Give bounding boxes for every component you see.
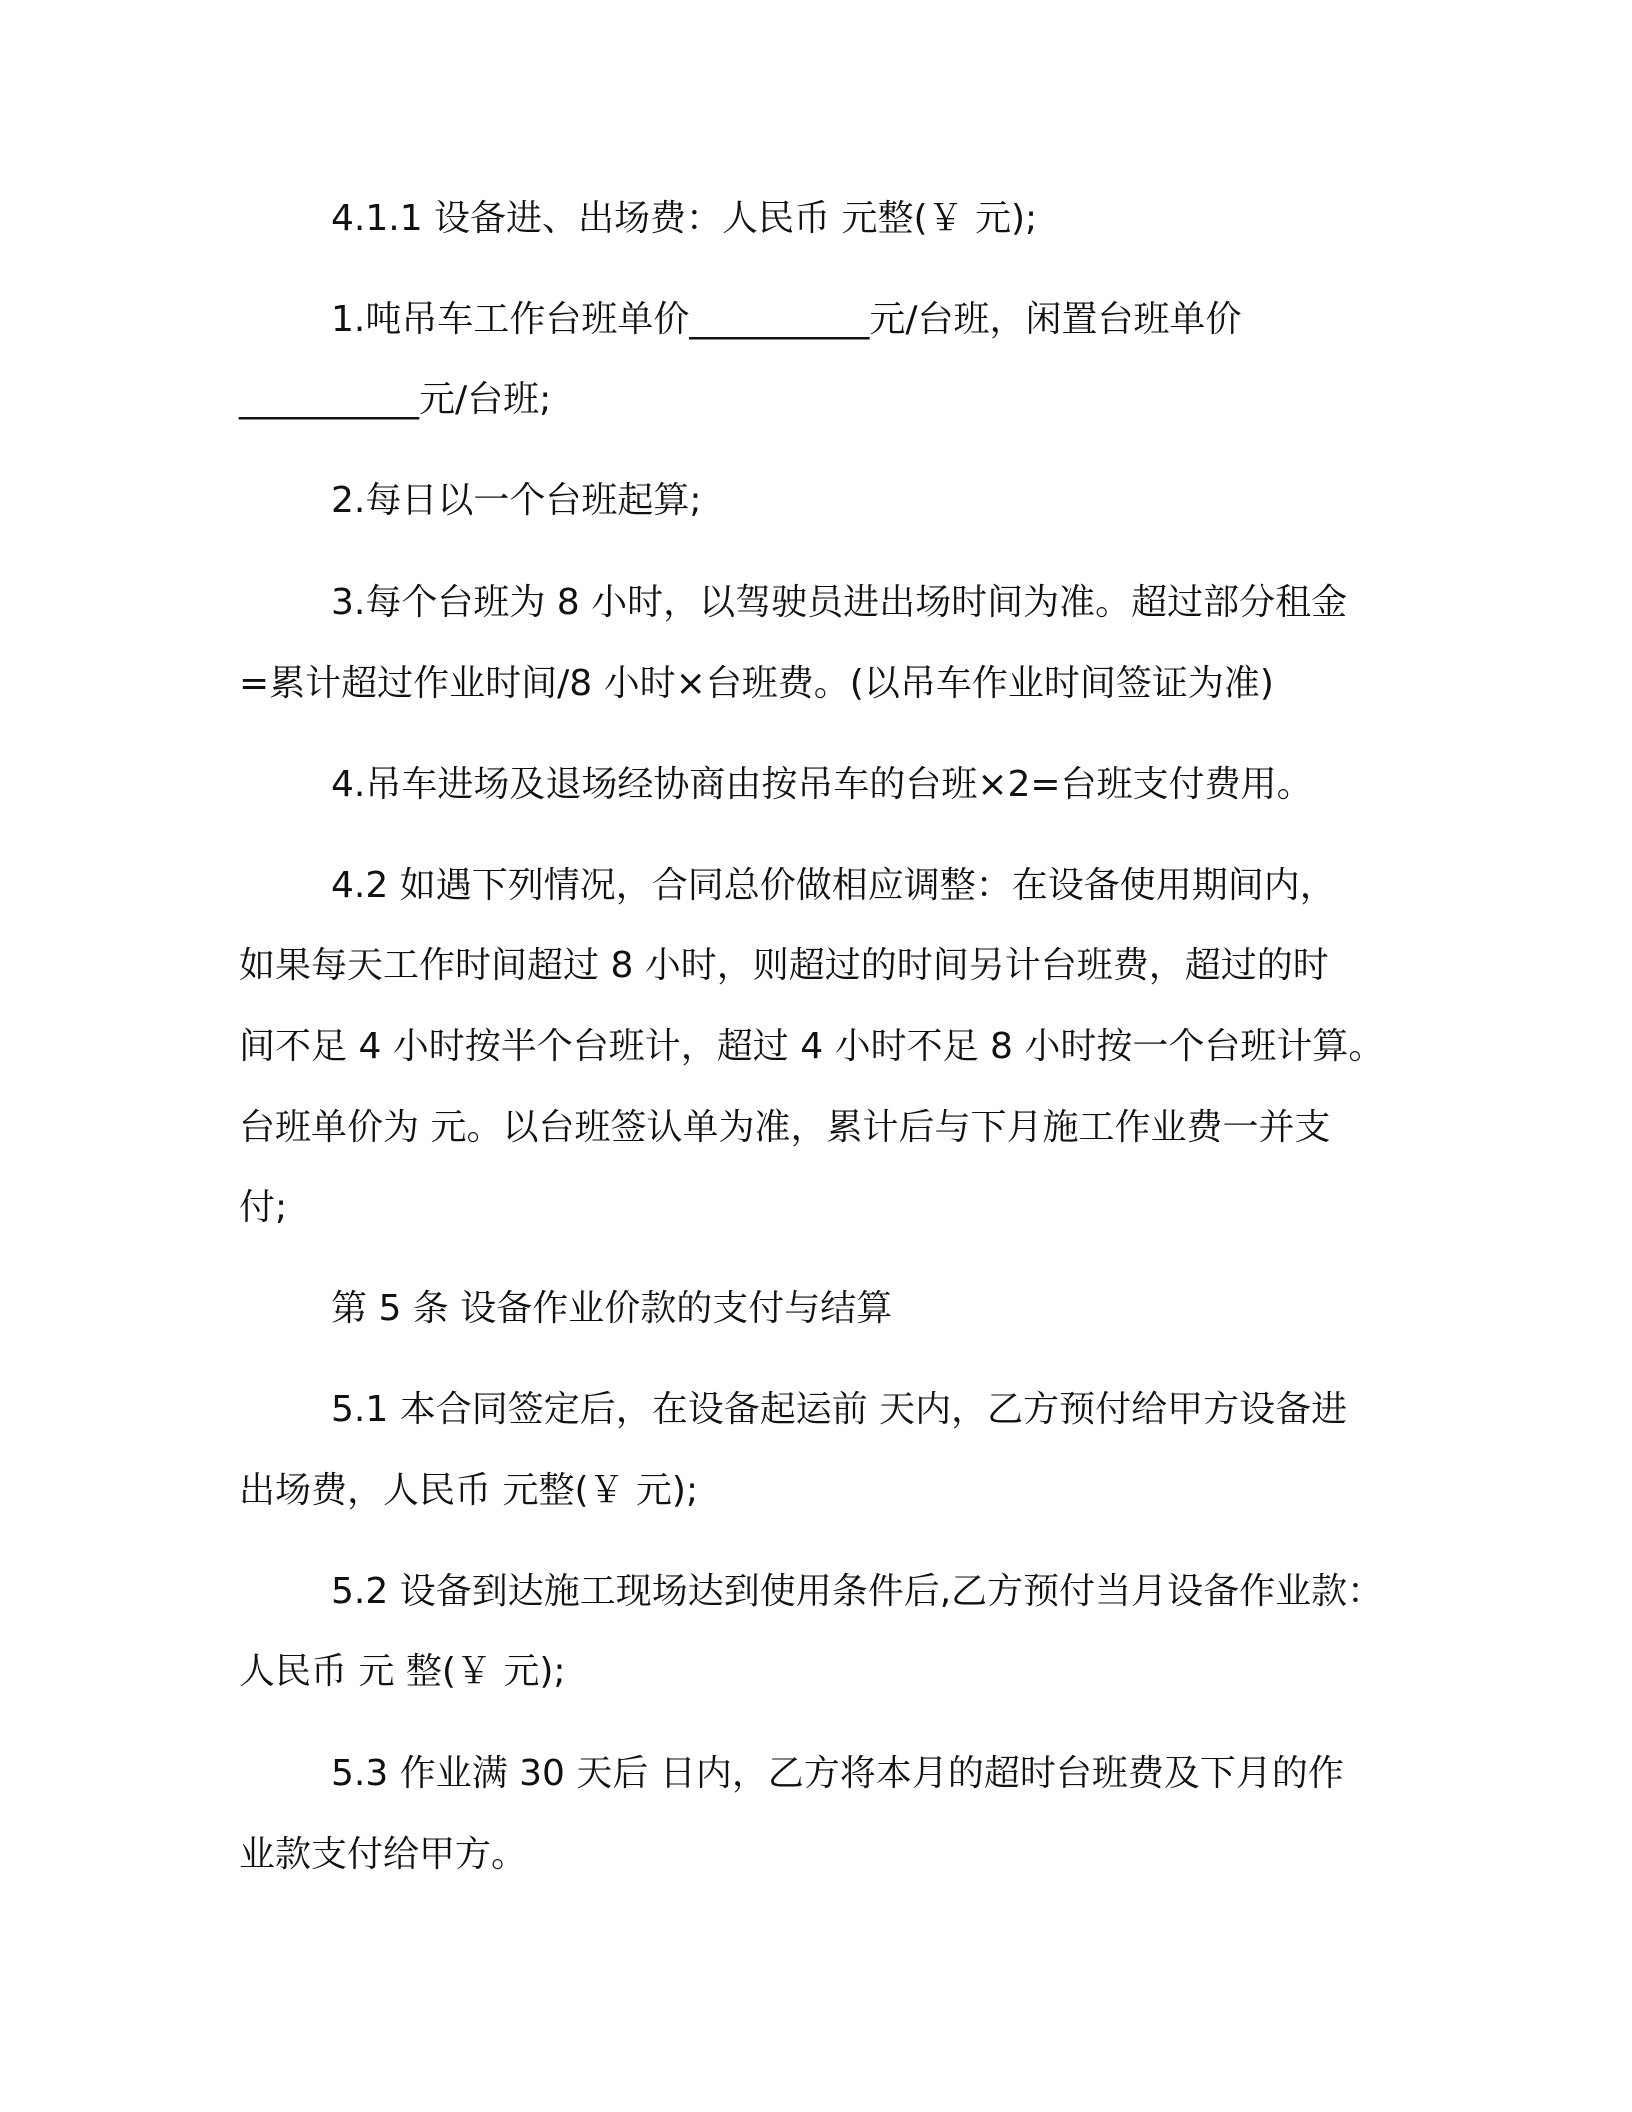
item-4: 4.吊车进场及退场经协商由按吊车的台班×2=台班支付费用。 xyxy=(331,764,1313,805)
section-5-heading: 第 5 条 设备作业价款的支付与结算 xyxy=(331,1288,893,1329)
clause-5-2-line-1: 5.2 设备到达施工现场达到使用条件后,乙方预付当月设备作业款： xyxy=(331,1571,1384,1612)
item-3-line-1: 3.每个台班为 8 小时，以驾驶员进出场时间为准。超过部分租金 xyxy=(331,582,1348,623)
clause-4-1-1: 4.1.1 设备进、出场费：人民币 元整(￥ 元); xyxy=(331,198,1038,239)
item-1-line-2: __________元/台班; xyxy=(239,379,552,420)
clause-4-2-line-1: 4.2 如遇下列情况，合同总价做相应调整：在设备使用期间内， xyxy=(331,865,1336,906)
clause-5-3-line-1: 5.3 作业满 30 天后 日内，乙方将本月的超时台班费及下月的作 xyxy=(331,1753,1344,1794)
clause-4-2-line-5: 付; xyxy=(239,1187,288,1228)
clause-4-2-line-3: 间不足 4 小时按半个台班计，超过 4 小时不足 8 小时按一个台班计算。 xyxy=(239,1026,1385,1067)
clause-4-2-line-4: 台班单价为 元。以台班签认单为准，累计后与下月施工作业费一并支 xyxy=(239,1107,1331,1148)
item-2: 2.每日以一个台班起算; xyxy=(331,480,702,521)
clause-5-1-line-1: 5.1 本合同签定后，在设备起运前 天内，乙方预付给甲方设备进 xyxy=(331,1389,1348,1430)
item-1-line-1: 1.吨吊车工作台班单价__________元/台班，闲置台班单价 xyxy=(331,299,1242,340)
clause-5-1-line-2: 出场费，人民币 元整(￥ 元); xyxy=(239,1470,699,1511)
clause-5-3-line-2: 业款支付给甲方。 xyxy=(239,1834,528,1875)
clause-5-2-line-2: 人民币 元 整(￥ 元); xyxy=(239,1651,566,1692)
item-3-line-2: =累计超过作业时间/8 小时×台班费。(以吊车作业时间签证为准) xyxy=(239,663,1274,704)
clause-4-2-line-2: 如果每天工作时间超过 8 小时，则超过的时间另计台班费，超过的时 xyxy=(239,945,1329,986)
